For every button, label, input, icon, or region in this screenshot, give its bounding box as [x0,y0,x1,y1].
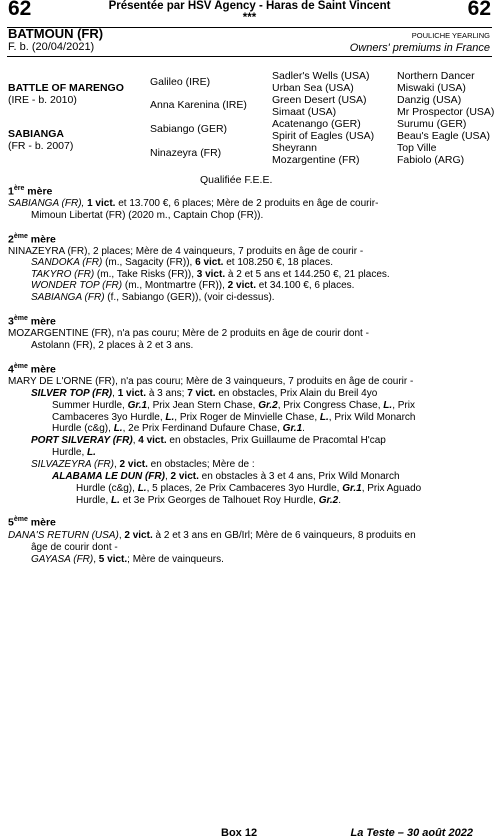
fourth-dam-line-5: Hurdle (c&g), L., 2e Prix Ferdinand Dufaure Chase, Gr.1. [52,423,305,434]
grandparent-2: Anna Karenina (IRE) [150,99,247,111]
third-dam-line-2: Astolann (FR), 2 places à 2 et 3 ans. [31,340,194,351]
fourth-dam-line-6: PORT SILVERAY (FR), 4 vict. en obstacles, Prix Guillaume de Pracomtal H'cap [31,435,386,446]
fifth-dam-line-1: DANA'S RETURN (USA), 2 vict. à 2 et 3 ans en GB/Irl; Mère de 6 vainqueurs, 8 produits en [8,530,416,541]
sire-name: BATTLE OF MARENGO [8,82,124,94]
grandparent-4: Ninazeyra (FR) [150,147,222,159]
gg-grandparent-5: Surumu (GER) [397,118,467,130]
lot-number-left: 62 [8,0,32,20]
fourth-dam-line-4: Cambaceres 3yo Hurdle, L., Prix Roger de Minvielle Chase, L., Prix Wild Monarch [52,412,416,423]
great-grandparent-8: Mozargentine (FR) [272,154,360,166]
second-dam-line-3: TAKYRO (FR) (m., Take Risks (FR)), 3 vict. à 2 et 5 ans et 144.250 €, 21 places. [31,269,390,280]
fourth-dam-line-8: SILVAZEYRA (FR), 2 vict. en obstacles; Mère de : [31,459,255,470]
consignor-stars: *** [242,12,257,24]
fourth-dam-line-7: Hurdle, L. [52,447,96,458]
fourth-dam-line-3: Summer Hurdle, Gr.1, Prix Jean Stern Chase, Gr.2, Prix Congress Chase, L., Prix [52,400,415,411]
owners-premiums: Owners' premiums in France [349,42,490,54]
sire-info: (IRE - b. 2010) [8,94,77,106]
gg-grandparent-3: Danzig (USA) [397,94,462,106]
section-heading-second-dam: 2ème mère [8,233,56,246]
gg-grandparent-2: Miswaki (USA) [397,82,466,94]
horse-category: POULICHE YEARLING [411,31,490,40]
footer-sale: La Teste – 30 août 2022 [350,827,473,839]
second-dam-line-1: NINAZEYRA (FR), 2 places; Mère de 4 vainqueurs, 7 produits en âge de courir - [8,246,364,257]
section-heading-first-dam: 1ère mère [8,185,53,198]
fourth-dam-line-10: Hurdle (c&g), L., 5 places, 2e Prix Cambaceres 3yo Hurdle, Gr.1, Prix Aguado [76,483,422,494]
fourth-dam-line-9: ALABAMA LE DUN (FR), 2 vict. en obstacles à 3 et 4 ans, Prix Wild Monarch [52,471,400,482]
grandparent-1: Galileo (IRE) [150,76,211,88]
section-heading-third-dam: 3ème mère [8,315,56,328]
gg-grandparent-4: Mr Prospector (USA) [397,106,495,118]
grandparent-3: Sabiango (GER) [150,123,228,135]
horse-rule [7,56,492,57]
dam-name: SABIANGA [8,128,65,140]
great-grandparent-1: Sadler's Wells (USA) [272,70,370,82]
section-heading-fourth-dam: 4ème mère [8,363,56,376]
fourth-dam-line-11: Hurdle, L. et 3e Prix Georges de Talhouet Roy Hurdle, Gr.2. [76,495,341,506]
second-dam-line-4: WONDER TOP (FR) (m., Montmartre (FR)), 2 vict. et 34.100 €, 6 places. [31,280,355,291]
consignor-header [0,0,499,24]
gg-grandparent-1: Northern Dancer [397,70,475,82]
great-grandparent-5: Acatenango (GER) [272,118,361,130]
fifth-dam-line-2: âge de courir dont - [31,542,118,553]
lot-number-right: 62 [467,0,491,20]
fourth-dam-line-1: MARY DE L'ORNE (FR), n'a pas couru; Mère de 3 vainqueurs, 7 produits en âge de courir - [8,376,414,387]
first-dam-line-1: SABIANGA (FR), 1 vict. et 13.700 €, 6 places; Mère de 2 produits en âge de courir- [8,198,379,209]
dam-info: (FR - b. 2007) [8,140,74,152]
footer-box: Box 12 [221,827,258,839]
gg-grandparent-8: Fabiolo (ARG) [397,154,465,166]
great-grandparent-3: Green Desert (USA) [272,94,367,106]
gg-grandparent-7: Top Ville [397,142,437,154]
horse-details: F. b. (20/04/2021) [8,41,95,53]
great-grandparent-4: Simaat (USA) [272,106,337,118]
consignor-title: Présentée par HSV Agency - Haras de Saint Vincent [108,0,391,12]
horse-name: BATMOUN (FR) [8,26,104,41]
great-grandparent-2: Urban Sea (USA) [272,82,354,94]
great-grandparent-7: Sheyrann [272,142,317,154]
great-grandparent-6: Spirit of Eagles (USA) [272,130,375,142]
third-dam-line-1: MOZARGENTINE (FR), n'a pas couru; Mère de 2 produits en âge de courir dont - [8,328,369,339]
first-dam-line-2: Mimoun Libertat (FR) (2020 m., Captain Chop (FR)). [31,210,264,221]
second-dam-line-2: SANDOKA (FR) (m., Sagacity (FR)), 6 vict. et 108.250 €, 18 places. [31,257,333,268]
second-dam-line-5: SABIANGA (FR) (f., Sabiango (GER)), (voir ci-dessus). [31,292,275,303]
fifth-dam-line-3: GAYASA (FR), 5 vict.; Mère de vainqueurs. [31,554,224,565]
gg-grandparent-6: Beau's Eagle (USA) [397,130,491,142]
fourth-dam-line-2: SILVER TOP (FR), 1 vict. à 3 ans; 7 vict. en obstacles, Prix Alain du Breil 4yo [31,388,378,399]
section-heading-fifth-dam: 5ème mère [8,516,56,529]
qualification: Qualifiée F.E.E. [200,174,273,186]
